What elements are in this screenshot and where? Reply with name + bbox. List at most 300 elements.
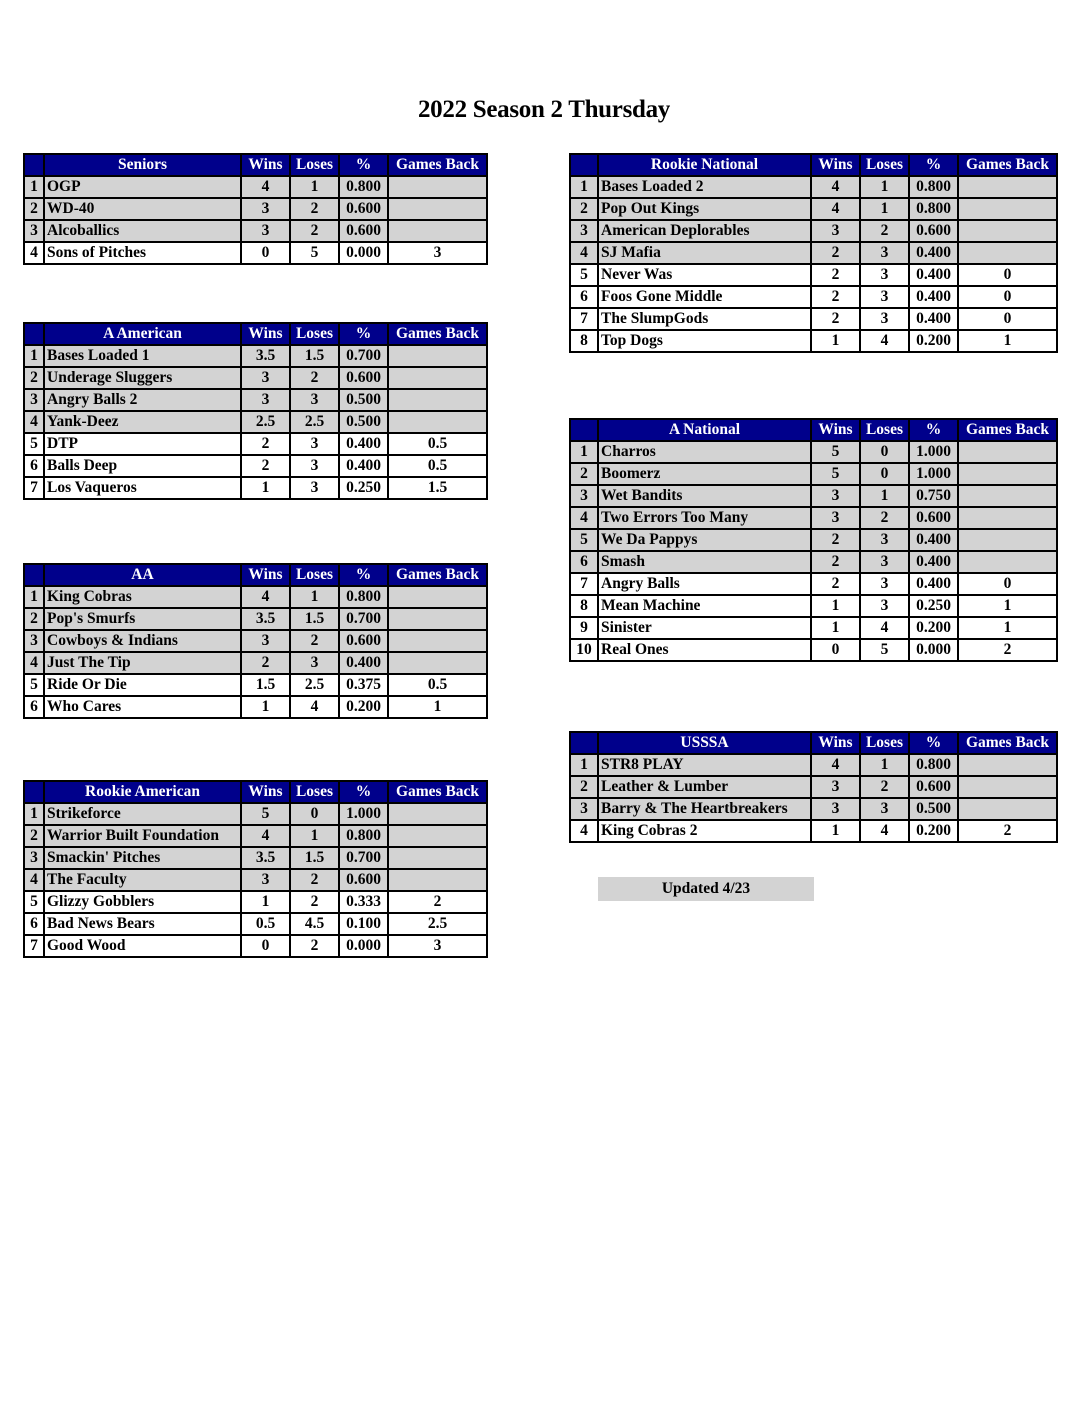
loses-cell: 1: [290, 176, 339, 198]
team-name: King Cobras 2: [598, 820, 811, 842]
standings-table-a-american: [23, 322, 488, 500]
team-name: Yank-Deez: [44, 411, 241, 433]
team-name: The SlumpGods: [598, 308, 811, 330]
division-name: Seniors: [44, 154, 241, 176]
games-back-cell: [388, 869, 487, 891]
rank-cell: 4: [570, 820, 598, 842]
loses-cell: 4.5: [290, 913, 339, 935]
games-back-cell: 0.5: [388, 433, 487, 455]
loses-header: Loses: [290, 154, 339, 176]
loses-cell: 3: [860, 242, 909, 264]
loses-cell: 1.5: [290, 847, 339, 869]
team-name: Leather & Lumber: [598, 776, 811, 798]
team-name: Barry & The Heartbreakers: [598, 798, 811, 820]
rank-cell: 5: [24, 433, 44, 455]
table-row: [24, 242, 487, 264]
pct-cell: 0.500: [339, 389, 388, 411]
table-row: [24, 345, 487, 367]
standings-table-usssa: [569, 731, 1058, 843]
wins-cell: 1.5: [241, 674, 290, 696]
table-row: [570, 308, 1057, 330]
table-row: [570, 820, 1057, 842]
rank-cell: 4: [570, 242, 598, 264]
loses-cell: 2.5: [290, 674, 339, 696]
wins-cell: 1: [811, 330, 860, 352]
team-name: King Cobras: [44, 586, 241, 608]
pct-cell: 0.800: [339, 825, 388, 847]
wins-cell: 4: [241, 586, 290, 608]
table-row: [24, 586, 487, 608]
table-row: [570, 639, 1057, 661]
team-name: SJ Mafia: [598, 242, 811, 264]
wins-cell: 1: [241, 696, 290, 718]
games-back-cell: 3: [388, 242, 487, 264]
loses-cell: 3: [290, 433, 339, 455]
wins-cell: 2: [241, 455, 290, 477]
loses-cell: 1: [860, 176, 909, 198]
wins-header: Wins: [241, 154, 290, 176]
standings-table-rookie-american: [23, 780, 488, 958]
rank-header: [24, 323, 44, 345]
team-name: STR8 PLAY: [598, 754, 811, 776]
wins-cell: 3.5: [241, 608, 290, 630]
table-row: [24, 674, 487, 696]
team-name: WD-40: [44, 198, 241, 220]
games-back-cell: [388, 389, 487, 411]
division-name: Rookie National: [598, 154, 811, 176]
games-back-cell: [388, 608, 487, 630]
loses-header: Loses: [290, 323, 339, 345]
table-row: [24, 220, 487, 242]
rank-cell: 1: [24, 345, 44, 367]
wins-cell: 0.5: [241, 913, 290, 935]
loses-cell: 3: [290, 652, 339, 674]
page-title: 2022 Season 2 Thursday: [417, 96, 671, 123]
pct-cell: 0.000: [909, 639, 958, 661]
team-name: Cowboys & Indians: [44, 630, 241, 652]
wins-header: Wins: [811, 154, 860, 176]
wins-header: Wins: [811, 419, 860, 441]
rank-cell: 4: [24, 652, 44, 674]
team-name: Alcoballics: [44, 220, 241, 242]
wins-cell: 0: [241, 242, 290, 264]
division-name: AA: [44, 564, 241, 586]
team-name: Sinister: [598, 617, 811, 639]
games-back-cell: [958, 776, 1057, 798]
table-row: [24, 608, 487, 630]
pct-cell: 0.400: [909, 286, 958, 308]
wins-cell: 3: [241, 869, 290, 891]
wins-cell: 3: [241, 220, 290, 242]
table-row: [570, 507, 1057, 529]
games-back-cell: 0: [958, 308, 1057, 330]
team-name: Smackin' Pitches: [44, 847, 241, 869]
table-row: [570, 529, 1057, 551]
table-row: [570, 330, 1057, 352]
loses-cell: 4: [290, 696, 339, 718]
table-row: [570, 441, 1057, 463]
loses-cell: 2: [290, 367, 339, 389]
wins-cell: 1: [811, 595, 860, 617]
table-row: [24, 825, 487, 847]
rank-cell: 5: [24, 891, 44, 913]
pct-cell: 0.600: [909, 776, 958, 798]
games-back-cell: [958, 242, 1057, 264]
loses-cell: 2: [860, 776, 909, 798]
wins-cell: 0: [241, 935, 290, 957]
team-name: Smash: [598, 551, 811, 573]
pct-cell: 0.800: [909, 176, 958, 198]
rank-header: [24, 781, 44, 803]
wins-cell: 0: [811, 639, 860, 661]
loses-cell: 0: [860, 463, 909, 485]
games-back-cell: [958, 529, 1057, 551]
table-row: [24, 477, 487, 499]
wins-header: Wins: [241, 564, 290, 586]
rank-cell: 6: [24, 913, 44, 935]
games-back-cell: [958, 551, 1057, 573]
table-row: [570, 551, 1057, 573]
games-back-cell: [958, 198, 1057, 220]
rank-cell: 2: [24, 608, 44, 630]
wins-cell: 1: [241, 477, 290, 499]
rank-cell: 4: [24, 411, 44, 433]
team-name: Two Errors Too Many: [598, 507, 811, 529]
pct-cell: 0.600: [909, 507, 958, 529]
table-row: [570, 264, 1057, 286]
loses-cell: 3: [860, 308, 909, 330]
pct-cell: 0.333: [339, 891, 388, 913]
team-name: We Da Pappys: [598, 529, 811, 551]
rank-cell: 6: [570, 551, 598, 573]
rank-cell: 1: [24, 803, 44, 825]
games-back-cell: 0: [958, 286, 1057, 308]
rank-cell: 1: [24, 586, 44, 608]
loses-cell: 1: [860, 485, 909, 507]
games-back-cell: [388, 847, 487, 869]
pct-cell: 0.000: [339, 935, 388, 957]
team-name: Wet Bandits: [598, 485, 811, 507]
wins-cell: 2: [811, 551, 860, 573]
wins-cell: 3.5: [241, 345, 290, 367]
games-back-cell: 0: [958, 573, 1057, 595]
loses-cell: 2: [290, 220, 339, 242]
table-row: [24, 630, 487, 652]
rank-cell: 1: [24, 176, 44, 198]
rank-cell: 6: [570, 286, 598, 308]
wins-cell: 2: [241, 433, 290, 455]
rank-cell: 3: [24, 847, 44, 869]
rank-cell: 3: [570, 485, 598, 507]
pct-cell: 0.400: [909, 264, 958, 286]
pct-cell: 0.800: [909, 198, 958, 220]
header-row: [570, 419, 1057, 441]
games-back-header: Games Back: [388, 323, 487, 345]
games-back-cell: 0.5: [388, 674, 487, 696]
rank-cell: 7: [24, 477, 44, 499]
wins-cell: 5: [241, 803, 290, 825]
wins-cell: 2: [811, 308, 860, 330]
team-name: Angry Balls 2: [44, 389, 241, 411]
rank-header: [570, 732, 598, 754]
table-row: [24, 696, 487, 718]
updated-label: Updated 4/23: [598, 877, 814, 901]
games-back-cell: [388, 803, 487, 825]
wins-cell: 3: [241, 630, 290, 652]
team-name: Bases Loaded 1: [44, 345, 241, 367]
games-back-cell: [388, 411, 487, 433]
loses-cell: 3: [860, 286, 909, 308]
games-back-cell: [958, 441, 1057, 463]
loses-cell: 2: [290, 935, 339, 957]
standings-table-rookie-national: [569, 153, 1058, 353]
loses-cell: 0: [290, 803, 339, 825]
wins-cell: 3: [811, 507, 860, 529]
table-row: [24, 389, 487, 411]
loses-cell: 3: [860, 529, 909, 551]
games-back-cell: 3: [388, 935, 487, 957]
table-row: [570, 286, 1057, 308]
pct-cell: 0.700: [339, 608, 388, 630]
wins-cell: 3: [811, 798, 860, 820]
standings-table-aa: [23, 563, 488, 719]
rank-header: [24, 154, 44, 176]
table-row: [24, 935, 487, 957]
rank-cell: 1: [570, 441, 598, 463]
loses-cell: 1.5: [290, 345, 339, 367]
games-back-header: Games Back: [958, 732, 1057, 754]
team-name: Pop Out Kings: [598, 198, 811, 220]
rank-cell: 4: [24, 242, 44, 264]
pct-header: %: [339, 154, 388, 176]
pct-cell: 0.500: [339, 411, 388, 433]
rank-cell: 5: [24, 674, 44, 696]
games-back-cell: [958, 176, 1057, 198]
loses-cell: 4: [860, 617, 909, 639]
pct-cell: 1.000: [909, 463, 958, 485]
loses-cell: 3: [290, 455, 339, 477]
games-back-cell: 2: [958, 639, 1057, 661]
team-name: Mean Machine: [598, 595, 811, 617]
games-back-cell: [388, 652, 487, 674]
wins-cell: 1: [811, 820, 860, 842]
header-row: [24, 781, 487, 803]
pct-header: %: [339, 564, 388, 586]
rank-cell: 7: [24, 935, 44, 957]
team-name: The Faculty: [44, 869, 241, 891]
team-name: Warrior Built Foundation: [44, 825, 241, 847]
games-back-header: Games Back: [958, 154, 1057, 176]
header-row: [570, 154, 1057, 176]
wins-cell: 4: [241, 825, 290, 847]
pct-cell: 0.500: [909, 798, 958, 820]
loses-cell: 4: [860, 820, 909, 842]
pct-cell: 0.400: [909, 242, 958, 264]
games-back-cell: [388, 220, 487, 242]
standings-table-a-national: [569, 418, 1058, 662]
games-back-header: Games Back: [388, 154, 487, 176]
wins-cell: 3: [241, 367, 290, 389]
loses-cell: 1: [290, 586, 339, 608]
loses-cell: 5: [860, 639, 909, 661]
loses-cell: 3: [860, 551, 909, 573]
team-name: Real Ones: [598, 639, 811, 661]
games-back-cell: 2: [388, 891, 487, 913]
loses-cell: 2: [860, 507, 909, 529]
pct-cell: 0.800: [339, 586, 388, 608]
wins-header: Wins: [241, 781, 290, 803]
team-name: Charros: [598, 441, 811, 463]
team-name: Bad News Bears: [44, 913, 241, 935]
wins-cell: 2: [241, 652, 290, 674]
team-name: Underage Sluggers: [44, 367, 241, 389]
wins-cell: 4: [241, 176, 290, 198]
rank-cell: 2: [570, 776, 598, 798]
pct-cell: 0.000: [339, 242, 388, 264]
games-back-cell: [388, 367, 487, 389]
rank-cell: 5: [570, 264, 598, 286]
games-back-cell: [388, 198, 487, 220]
rank-cell: 3: [24, 220, 44, 242]
wins-cell: 3.5: [241, 847, 290, 869]
loses-cell: 2: [290, 869, 339, 891]
games-back-cell: [958, 507, 1057, 529]
table-row: [570, 242, 1057, 264]
wins-cell: 5: [811, 441, 860, 463]
table-row: [24, 913, 487, 935]
wins-cell: 2: [811, 242, 860, 264]
wins-cell: 3: [811, 776, 860, 798]
rank-cell: 3: [24, 389, 44, 411]
wins-header: Wins: [811, 732, 860, 754]
team-name: American Deplorables: [598, 220, 811, 242]
rank-cell: 8: [570, 330, 598, 352]
games-back-cell: 1: [958, 330, 1057, 352]
pct-cell: 0.400: [339, 433, 388, 455]
games-back-cell: [388, 825, 487, 847]
wins-cell: 3: [811, 220, 860, 242]
loses-header: Loses: [860, 732, 909, 754]
loses-cell: 1: [290, 825, 339, 847]
pct-cell: 0.200: [909, 820, 958, 842]
loses-cell: 2.5: [290, 411, 339, 433]
pct-cell: 0.100: [339, 913, 388, 935]
table-row: [24, 803, 487, 825]
games-back-cell: 1.5: [388, 477, 487, 499]
wins-cell: 2: [811, 286, 860, 308]
table-row: [570, 176, 1057, 198]
team-name: Who Cares: [44, 696, 241, 718]
team-name: Balls Deep: [44, 455, 241, 477]
pct-cell: 0.200: [909, 617, 958, 639]
pct-cell: 0.400: [909, 308, 958, 330]
rank-cell: 4: [24, 869, 44, 891]
loses-cell: 2: [860, 220, 909, 242]
games-back-cell: 1: [388, 696, 487, 718]
pct-cell: 0.600: [909, 220, 958, 242]
team-name: Good Wood: [44, 935, 241, 957]
loses-header: Loses: [860, 419, 909, 441]
wins-cell: 1: [241, 891, 290, 913]
pct-cell: 0.700: [339, 345, 388, 367]
loses-cell: 3: [860, 573, 909, 595]
pct-cell: 0.375: [339, 674, 388, 696]
loses-header: Loses: [860, 154, 909, 176]
loses-header: Loses: [290, 781, 339, 803]
rank-cell: 2: [24, 367, 44, 389]
loses-cell: 3: [860, 798, 909, 820]
loses-cell: 1: [860, 198, 909, 220]
loses-cell: 0: [860, 441, 909, 463]
rank-cell: 10: [570, 639, 598, 661]
games-back-cell: 0.5: [388, 455, 487, 477]
wins-cell: 1: [811, 617, 860, 639]
games-back-cell: 2.5: [388, 913, 487, 935]
table-row: [570, 573, 1057, 595]
pct-header: %: [339, 781, 388, 803]
pct-cell: 0.400: [339, 455, 388, 477]
team-name: Los Vaqueros: [44, 477, 241, 499]
rank-header: [570, 154, 598, 176]
wins-cell: 4: [811, 176, 860, 198]
standings-table-seniors: [23, 153, 488, 265]
team-name: Ride Or Die: [44, 674, 241, 696]
table-row: [24, 455, 487, 477]
pct-cell: 0.250: [909, 595, 958, 617]
header-row: [24, 564, 487, 586]
header-row: [24, 323, 487, 345]
pct-cell: 1.000: [909, 441, 958, 463]
wins-cell: 4: [811, 198, 860, 220]
table-row: [24, 869, 487, 891]
table-row: [570, 220, 1057, 242]
team-name: Angry Balls: [598, 573, 811, 595]
team-name: Sons of Pitches: [44, 242, 241, 264]
table-row: [24, 847, 487, 869]
division-name: Rookie American: [44, 781, 241, 803]
rank-cell: 2: [24, 825, 44, 847]
team-name: Never Was: [598, 264, 811, 286]
pct-cell: 0.400: [339, 652, 388, 674]
games-back-cell: 1: [958, 617, 1057, 639]
rank-cell: 7: [570, 308, 598, 330]
rank-cell: 2: [570, 198, 598, 220]
division-name: A American: [44, 323, 241, 345]
games-back-cell: 1: [958, 595, 1057, 617]
loses-cell: 3: [860, 264, 909, 286]
games-back-cell: 0: [958, 264, 1057, 286]
wins-cell: 3: [241, 389, 290, 411]
rank-cell: 6: [24, 696, 44, 718]
games-back-cell: [388, 345, 487, 367]
rank-cell: 8: [570, 595, 598, 617]
rank-cell: 6: [24, 455, 44, 477]
games-back-header: Games Back: [388, 564, 487, 586]
loses-cell: 2: [290, 630, 339, 652]
table-row: [570, 617, 1057, 639]
games-back-cell: [958, 220, 1057, 242]
team-name: DTP: [44, 433, 241, 455]
pct-header: %: [339, 323, 388, 345]
pct-cell: 0.600: [339, 630, 388, 652]
table-row: [24, 891, 487, 913]
team-name: Pop's Smurfs: [44, 608, 241, 630]
pct-cell: 0.400: [909, 573, 958, 595]
pct-cell: 0.600: [339, 869, 388, 891]
team-name: Boomerz: [598, 463, 811, 485]
rank-cell: 5: [570, 529, 598, 551]
loses-cell: 1: [860, 754, 909, 776]
